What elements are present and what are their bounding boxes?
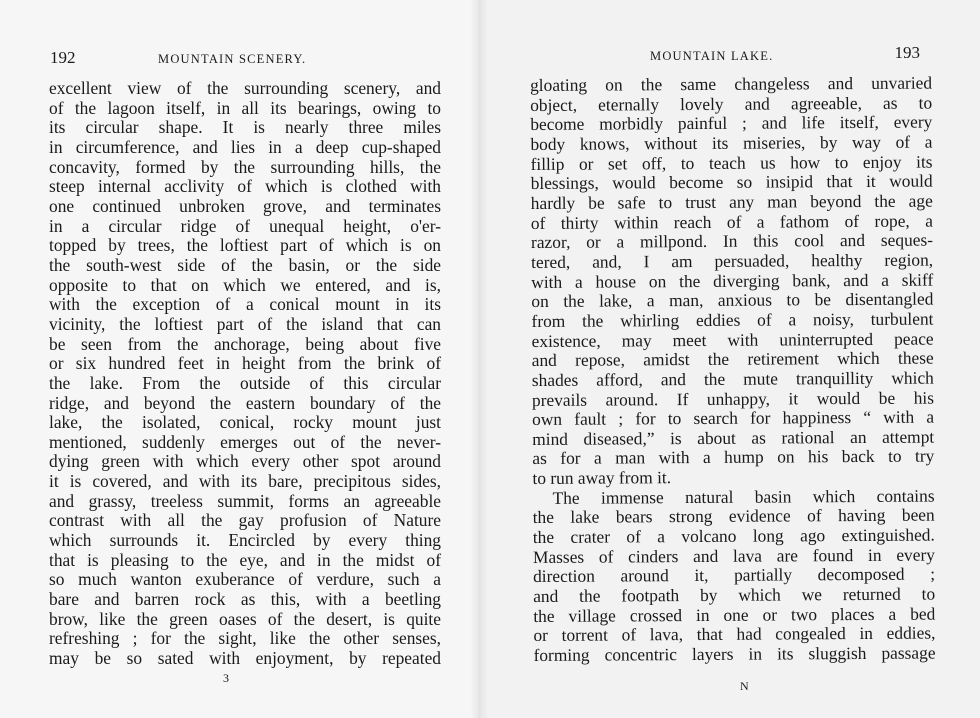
text-line: fillip or set off, to teach us how to enjoy its bbox=[530, 151, 933, 174]
body-text bbox=[49, 79, 441, 669]
text-line: it is covered, and with its bare, precipitous sides, bbox=[49, 471, 441, 492]
text-line: with the exception of a conical mount in its bbox=[49, 294, 441, 315]
text-line: as for a man with a hump on his back to try bbox=[532, 446, 935, 469]
right-page bbox=[478, 0, 980, 718]
text-line: in circumference, and lies in a deep cup-shaped bbox=[49, 136, 441, 157]
text-line: shades afford, and the mute tranquillity which bbox=[531, 367, 934, 390]
text-line: its circular shape. It is nearly three miles bbox=[49, 117, 441, 138]
text-line: the village crossed in one or two places a bed bbox=[533, 603, 936, 626]
text-line: and grassy, treeless summit, forms an agreeable bbox=[49, 490, 441, 511]
running-head: MOUNTAIN LAKE. bbox=[650, 49, 774, 63]
signature-mark: N bbox=[740, 679, 749, 693]
text-line: topped by trees, the loftiest part of which is on bbox=[49, 235, 441, 256]
text-line: of thirty within reach of a fathom of rope, a bbox=[530, 210, 933, 233]
book-gutter bbox=[470, 0, 488, 718]
text-line: excellent view of the surrounding scenery, and bbox=[49, 78, 441, 98]
text-line: of the lagoon itself, in all its bearings, owing to bbox=[49, 97, 441, 118]
text-line: mentioned, suddenly emerges out of the never- bbox=[49, 431, 441, 452]
text-line: contrast with all the gay profusion of Nature bbox=[49, 510, 441, 531]
text-line: the lake. From the outside of this circular bbox=[49, 372, 441, 393]
text-line: the south-west side of the basin, or the side bbox=[49, 254, 441, 275]
text-line: brow, like the green oases of the desert, is quite bbox=[49, 608, 441, 629]
text-line: body knows, without its miseries, by way of a bbox=[530, 131, 933, 154]
text-line: vicinity, the loftiest part of the island that can bbox=[49, 313, 441, 334]
text-line: in a circular ridge of unequal height, o'er- bbox=[49, 215, 441, 236]
text-line: ridge, and beyond the eastern boundary of the bbox=[49, 392, 441, 413]
text-line: existence, may meet with uninterrupted peace bbox=[531, 328, 934, 351]
running-head: MOUNTAIN SCENERY. bbox=[158, 52, 307, 66]
text-line: which surrounds it. Encircled by every thing bbox=[49, 530, 441, 551]
text-line: or torrent of lava, that had congealed in eddies, bbox=[533, 622, 936, 646]
text-line: that is pleasing to the eye, and in the midst of bbox=[49, 549, 441, 570]
text-line: bare and barren rock as this, with a beetling bbox=[49, 589, 441, 610]
text-line: so much wanton exuberance of verdure, such a bbox=[49, 569, 441, 590]
text-line: prevails around. If unhappy, it would be his bbox=[531, 387, 935, 410]
text-line: the crater of a volcano long ago extinguished. bbox=[532, 524, 935, 548]
page-number: 193 bbox=[894, 43, 920, 62]
left-page bbox=[0, 0, 478, 718]
text-line: steep internal acclivity of which is clothed with bbox=[49, 176, 441, 197]
text-line: from the whirling eddies of a noisy, turbulent bbox=[531, 308, 934, 331]
text-line: be seen from the anchorage, being about five bbox=[49, 333, 441, 354]
text-line: on the lake, a man, anxious to be disentangled bbox=[531, 288, 934, 312]
text-line: Masses of cinders and lava are found in every bbox=[532, 544, 935, 567]
text-line: blessings, would become so insipid that it would bbox=[530, 170, 933, 194]
text-line: the lake bears strong evidence of having been bbox=[532, 504, 935, 528]
text-line: refreshing ; for the sight, like the other senses, bbox=[49, 628, 441, 649]
text-line: direction around it, partially decomposed ; bbox=[532, 563, 936, 587]
text-line: with a house on the diverging bank, and a skiff bbox=[531, 269, 934, 292]
text-line: lake, the isolated, conical, rocky mount just bbox=[49, 412, 441, 433]
text-line: concavity, formed by the surrounding hills, the bbox=[49, 156, 441, 177]
page-number: 192 bbox=[50, 48, 76, 67]
text-line: become morbidly painful ; and life itself, every bbox=[530, 111, 933, 135]
text-line: mind diseased,” is about as rational an attempt bbox=[532, 426, 935, 449]
text-line: or six hundred feet in height from the brink of bbox=[49, 353, 441, 374]
text-line: tered, and, I am persuaded, healthy region, bbox=[531, 249, 934, 272]
text-line: razor, or a millpond. In this cool and seques- bbox=[530, 229, 934, 253]
text-line: object, eternally lovely and agreeable, as to bbox=[530, 92, 933, 115]
signature-mark: 3 bbox=[223, 671, 229, 685]
text-line: and repose, amidst the retirement which these bbox=[531, 347, 934, 371]
text-line: gloating on the same changeless and unvaried bbox=[529, 72, 933, 95]
text-line: to run away from it. bbox=[532, 467, 672, 489]
text-line: and the footpath by which we returned to bbox=[533, 583, 936, 607]
text-line: hardly be safe to trust any man beyond the age bbox=[530, 190, 933, 213]
body-text bbox=[530, 74, 936, 666]
text-line: opposite to that on which we entered, and is, bbox=[49, 274, 441, 295]
text-line: own fault ; for to search for happiness “ with a bbox=[532, 406, 935, 430]
text-line: forming concentric layers in its sluggish passage bbox=[533, 642, 936, 666]
text-line: one continued unbroken grove, and terminates bbox=[49, 195, 441, 216]
text-line: The immense natural basin which contains bbox=[552, 485, 935, 508]
text-line: may be so sated with enjoyment, by repeated bbox=[49, 648, 441, 669]
text-line: dying green with which every other spot around bbox=[49, 451, 441, 472]
